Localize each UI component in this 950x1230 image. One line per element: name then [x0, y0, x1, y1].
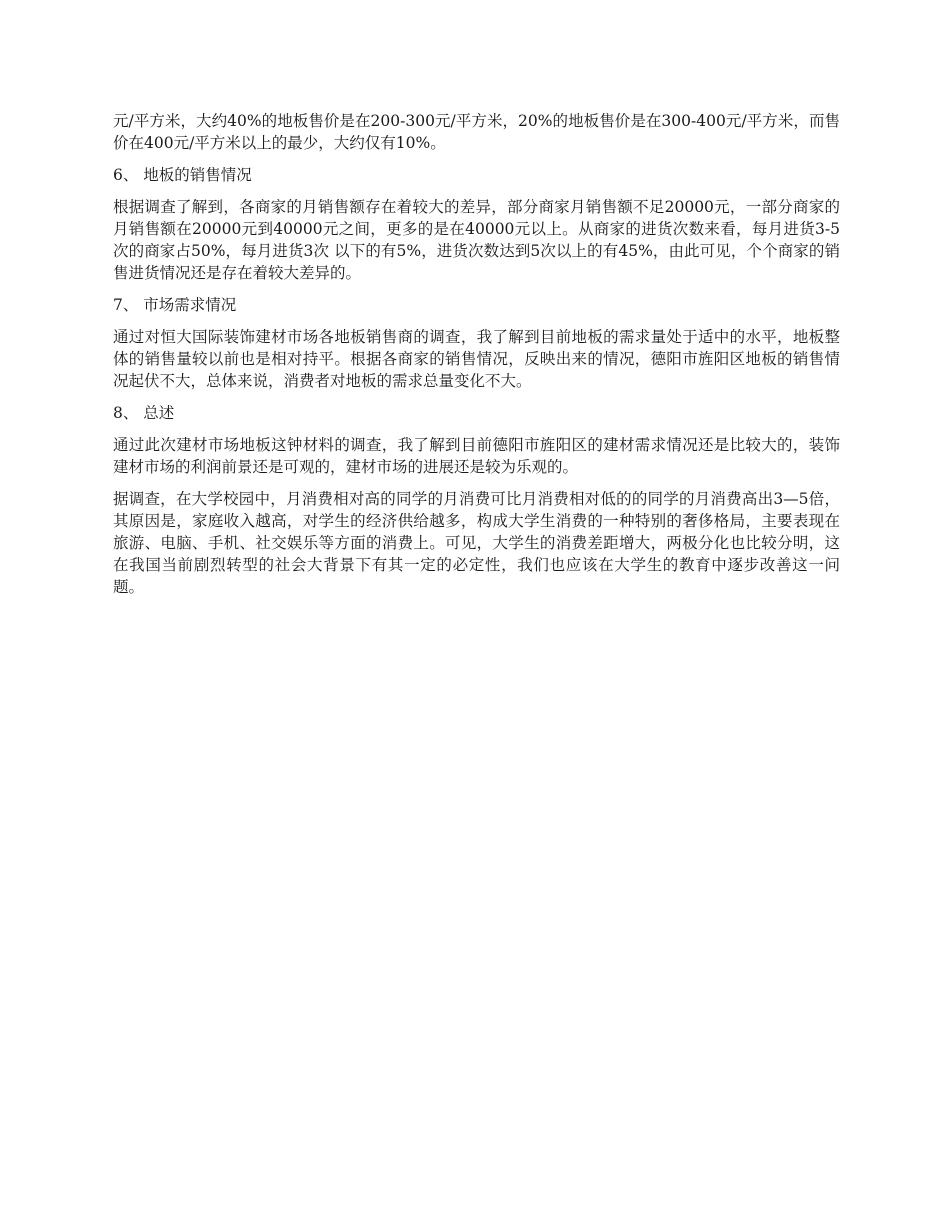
- paragraph-student-consumption: 据调查，在大学校园中，月消费相对高的同学的月消费可比月消费相对低的的同学的月消费高出3—5倍，其原因是，家庭收入越高，对学生的经济供给越多，构成大学生消费的一种特别的奢侈格局，主要表现在旅游、电脑、手机、社交娱乐等方面的消费上。可见，大学生的消费差距增大，两极分化也比较分明，这在我国当前剧烈转型的社会大背景下有其一定的必定性，我们也应该在大学生的教育中逐步改善这一问题。: [113, 490, 840, 596]
- section-heading-demand: 7、 市场需求情况: [113, 296, 237, 314]
- paragraph-demand: 通过对恒大国际装饰建材市场各地板销售商的调查，我了解到目前地板的需求量处于适中的水平，地板整体的销售量较以前也是相对持平。根据各商家的销售情况，反映出来的情况，德阳市旌阳区地板的销售情况起伏不大，总体来说，消费者对地板的需求总量变化不大。: [113, 328, 840, 390]
- paragraph-summary: 通过此次建材市场地板这钟材料的调查，我了解到目前德阳市旌阳区的建材需求情况还是比较大的，装饰建材市场的利润前景还是可观的，建材市场的进展还是较为乐观的。: [113, 436, 840, 476]
- document-page: [113, 110, 840, 608]
- paragraph-price-distribution: 元/平方米，大约40%的地板售价是在200-300元/平方米，20%的地板售价是在300-400元/平方米，而售价在400元/平方米以上的最少，大约仅有10%。: [113, 112, 840, 152]
- paragraph-sales: 根据调查了解到，各商家的月销售额存在着较大的差异，部分商家月销售额不足20000元，一部分商家的月销售额在20000元到40000元之间，更多的是在40000元以上。从商家的进货次数来看，每月进货3-5次的商家占50%，每月进货3次 以下的有5%，进货次数达到5次以上的有45%，由此可见，个个商家的销售进货情况还是存在着较大差异的。: [113, 198, 840, 282]
- section-heading-summary: 8、 总述: [113, 404, 175, 422]
- section-heading-sales: 6、 地板的销售情况: [113, 166, 252, 184]
